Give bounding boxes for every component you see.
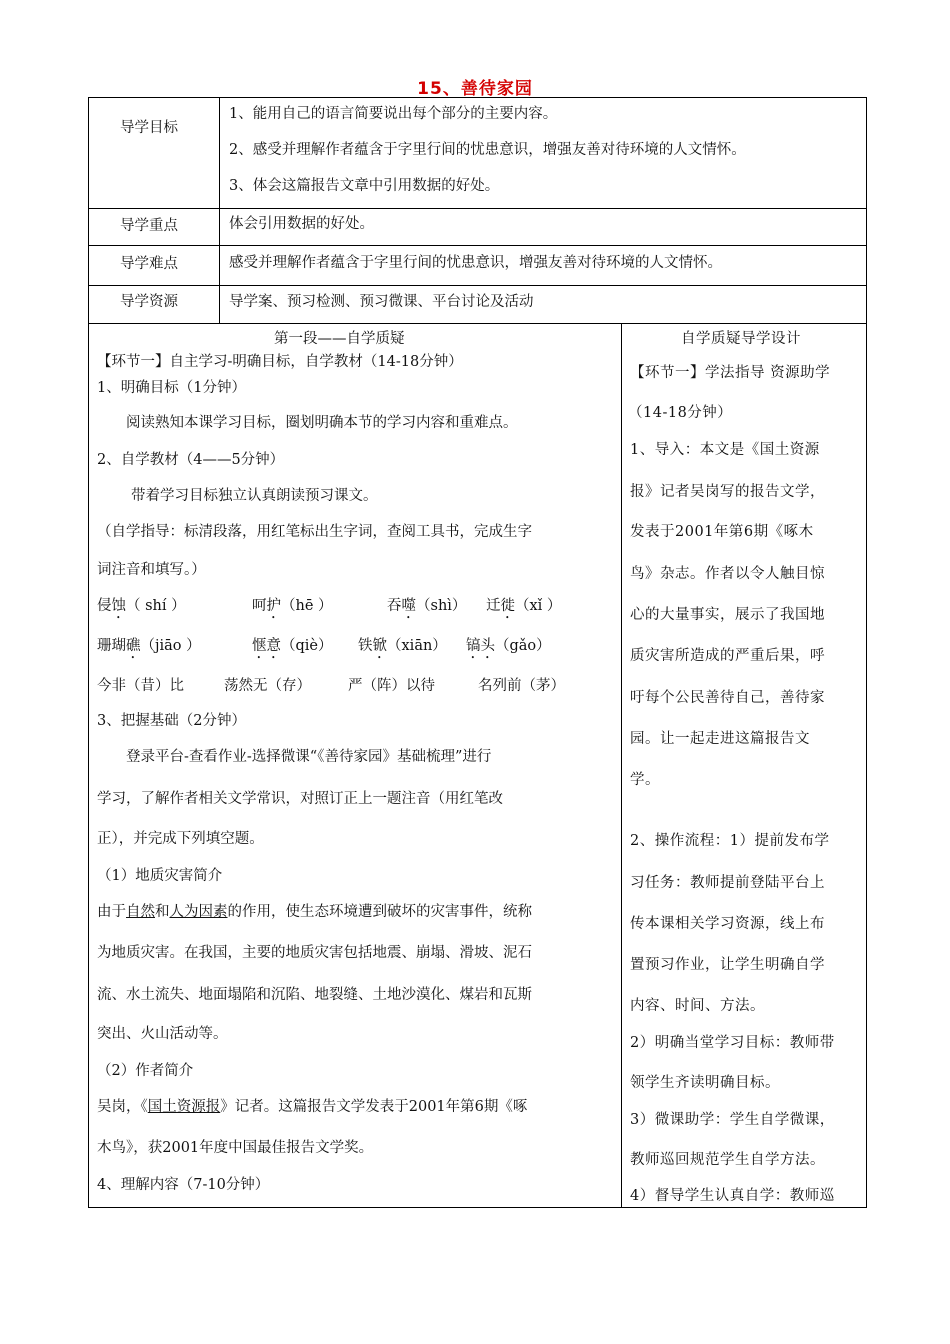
pinyin-text: （ shí ） bbox=[126, 598, 186, 614]
pinyin-text: （shì） bbox=[416, 598, 467, 614]
pinyin-text: （xǐ ） bbox=[515, 598, 562, 614]
q1-title: （1）地质灾害简介 bbox=[97, 868, 223, 884]
pinyin-char: 镐头 bbox=[466, 638, 495, 654]
pinyin-char: 徙 bbox=[500, 598, 515, 614]
pinyin-word: 吞 bbox=[387, 598, 402, 614]
pinyin-item bbox=[486, 596, 561, 622]
pinyin-word: 呵 bbox=[252, 598, 267, 614]
right-line: 传本课相关学习资源，线上布 bbox=[630, 916, 825, 932]
step3-line3: 正），并完成下列填空题。 bbox=[97, 831, 264, 847]
q2-line1: 吴岗，《国土资源报》记者。这篇报告文学发表于2001年第6期《啄 bbox=[97, 1099, 528, 1115]
answer-underlined: 自然 bbox=[126, 904, 155, 920]
goals-label: 导学目标 bbox=[120, 120, 178, 136]
focus-text: 体会引用数据的好处。 bbox=[229, 216, 374, 232]
right-line: 吁每个公民善待自己，善待家 bbox=[630, 690, 825, 706]
right-line: 领学生齐读明确目标。 bbox=[630, 1075, 780, 1091]
step1-text: 阅读熟知本课学习目标，圈划明确本节的学习内容和重难点。 bbox=[126, 415, 518, 431]
guide-line2: 词注音和填写。） bbox=[97, 562, 206, 578]
pinyin-item bbox=[358, 636, 447, 662]
step2-title: 2、自学教材（4——5分钟） bbox=[97, 452, 285, 468]
left-heading: 第一段——自学质疑 bbox=[274, 331, 405, 347]
pinyin-text: （xiān） bbox=[387, 638, 447, 654]
goals-label-cell bbox=[88, 97, 220, 209]
fill-item: 名列前（茅） bbox=[478, 678, 565, 694]
step4-title: 4、理解内容（7-10分钟） bbox=[97, 1177, 270, 1193]
goal-1: 1、能用自己的语言简要说出每个部分的主要内容。 bbox=[229, 106, 558, 122]
pinyin-word: 侵 bbox=[97, 598, 112, 614]
right-line: 2）明确当堂学习目标：教师带 bbox=[630, 1035, 835, 1051]
right-line: 教师巡回规范学生自学方法。 bbox=[630, 1152, 825, 1168]
page-title: 15、善待家园 bbox=[417, 79, 533, 99]
step3-line2: 学习，了解作者相关文学常识，对照订正上一题注音（用红笔改 bbox=[97, 791, 503, 807]
pinyin-item bbox=[97, 596, 186, 622]
right-link: 【环节一】学法指导 资源助学 bbox=[630, 365, 831, 381]
pinyin-text: （qiè） bbox=[281, 638, 333, 654]
pinyin-text: （hē ） bbox=[281, 598, 333, 614]
fill-item: 严（阵）以待 bbox=[348, 678, 435, 694]
right-line: 习任务：教师提前登陆平台上 bbox=[630, 875, 825, 891]
pinyin-item bbox=[466, 636, 551, 662]
right-line: 学。 bbox=[630, 772, 660, 788]
difficulty-text: 感受并理解作者蕴含于字里行间的忧患意识，增强友善对待环境的人文情怀。 bbox=[229, 255, 722, 271]
right-line: 报》记者吴岗写的报告文学， bbox=[630, 484, 825, 500]
right-line: 鸟》杂志。作者以令人触目惊 bbox=[630, 566, 825, 582]
pinyin-word: 珊瑚 bbox=[97, 638, 126, 654]
pinyin-char: 惬意 bbox=[252, 638, 281, 654]
answer-underlined: 国土资源报 bbox=[147, 1099, 221, 1115]
right-line: 2、操作流程：1）提前发布学 bbox=[630, 833, 830, 849]
q1-line2: 为地质灾害。在我国，主要的地质灾害包括地震、崩塌、滑坡、泥石 bbox=[97, 945, 532, 961]
answer-underlined: 人为因素 bbox=[169, 904, 228, 920]
right-heading: 自学质疑导学设计 bbox=[681, 331, 801, 347]
pinyin-char: 锨 bbox=[372, 638, 387, 654]
pinyin-char: 护 bbox=[266, 598, 281, 614]
q2-title: （2）作者简介 bbox=[97, 1063, 194, 1079]
difficulty-label: 导学难点 bbox=[120, 256, 178, 272]
pinyin-item bbox=[387, 596, 466, 622]
pinyin-char: 蚀 bbox=[111, 598, 126, 614]
pinyin-item bbox=[252, 636, 333, 662]
resources-label: 导学资源 bbox=[120, 294, 178, 310]
right-line: 3）微课助学：学生自学微课， bbox=[630, 1112, 835, 1128]
focus-label: 导学重点 bbox=[120, 218, 178, 234]
q1-line4: 突出、火山活动等。 bbox=[97, 1026, 228, 1042]
goal-2: 2、感受并理解作者蕴含于字里行间的忧患意识，增强友善对待环境的人文情怀。 bbox=[229, 142, 746, 158]
resources-text: 导学案、预习检测、预习微课、平台讨论及活动 bbox=[229, 294, 534, 310]
fill-item: 今非（昔）比 bbox=[97, 678, 184, 694]
right-line: 质灾害所造成的严重后果，呼 bbox=[630, 648, 825, 664]
right-time: （14-18分钟） bbox=[628, 405, 733, 421]
q1-line1: 由于自然和人为因素的作用，使生态环境遭到破坏的灾害事件，统称 bbox=[97, 904, 532, 920]
fill-item: 荡然无（存） bbox=[224, 678, 311, 694]
q2-line2: 木鸟》，获2001年度中国最佳报告文学奖。 bbox=[97, 1140, 374, 1156]
right-line: 4）督导学生认真自学：教师巡 bbox=[630, 1188, 835, 1204]
right-line: 发表于2001年第6期《啄木 bbox=[630, 524, 814, 540]
right-line: 置预习作业，让学生明确自学 bbox=[630, 957, 825, 973]
pinyin-word: 迁 bbox=[486, 598, 501, 614]
q1-line3: 流、水土流失、地面塌陷和沉陷、地裂缝、土地沙漠化、煤岩和瓦斯 bbox=[97, 987, 532, 1003]
right-line: 1、导入：本文是《国土资源 bbox=[630, 442, 820, 458]
pinyin-char: 礁 bbox=[126, 638, 141, 654]
pinyin-item bbox=[97, 636, 201, 662]
goal-3: 3、体会这篇报告文章中引用数据的好处。 bbox=[229, 178, 500, 194]
right-line: 心的大量事实，展示了我国地 bbox=[630, 607, 825, 623]
step1-title: 1、明确目标（1分钟） bbox=[97, 380, 246, 396]
right-line: 园。让一起走进这篇报告文 bbox=[630, 731, 810, 747]
pinyin-item bbox=[252, 596, 333, 622]
pinyin-char: 噬 bbox=[401, 598, 416, 614]
guide-line1: （自学指导：标清段落，用红笔标出生字词，查阅工具书，完成生字 bbox=[97, 524, 532, 540]
right-line: 内容、时间、方法。 bbox=[630, 998, 765, 1014]
pinyin-word: 铁 bbox=[358, 638, 373, 654]
step3-title: 3、把握基础（2分钟） bbox=[97, 713, 246, 729]
pinyin-text: （jiāo ） bbox=[140, 638, 201, 654]
step3-line1: 登录平台-查看作业-选择微课“《善待家园》基础梳理”进行 bbox=[126, 749, 492, 765]
left-link1: 【环节一】自主学习-明确目标，自学教材（14-18分钟） bbox=[97, 354, 463, 370]
step2-text: 带着学习目标独立认真朗读预习课文。 bbox=[131, 488, 378, 504]
pinyin-text: （gǎo） bbox=[495, 638, 551, 654]
